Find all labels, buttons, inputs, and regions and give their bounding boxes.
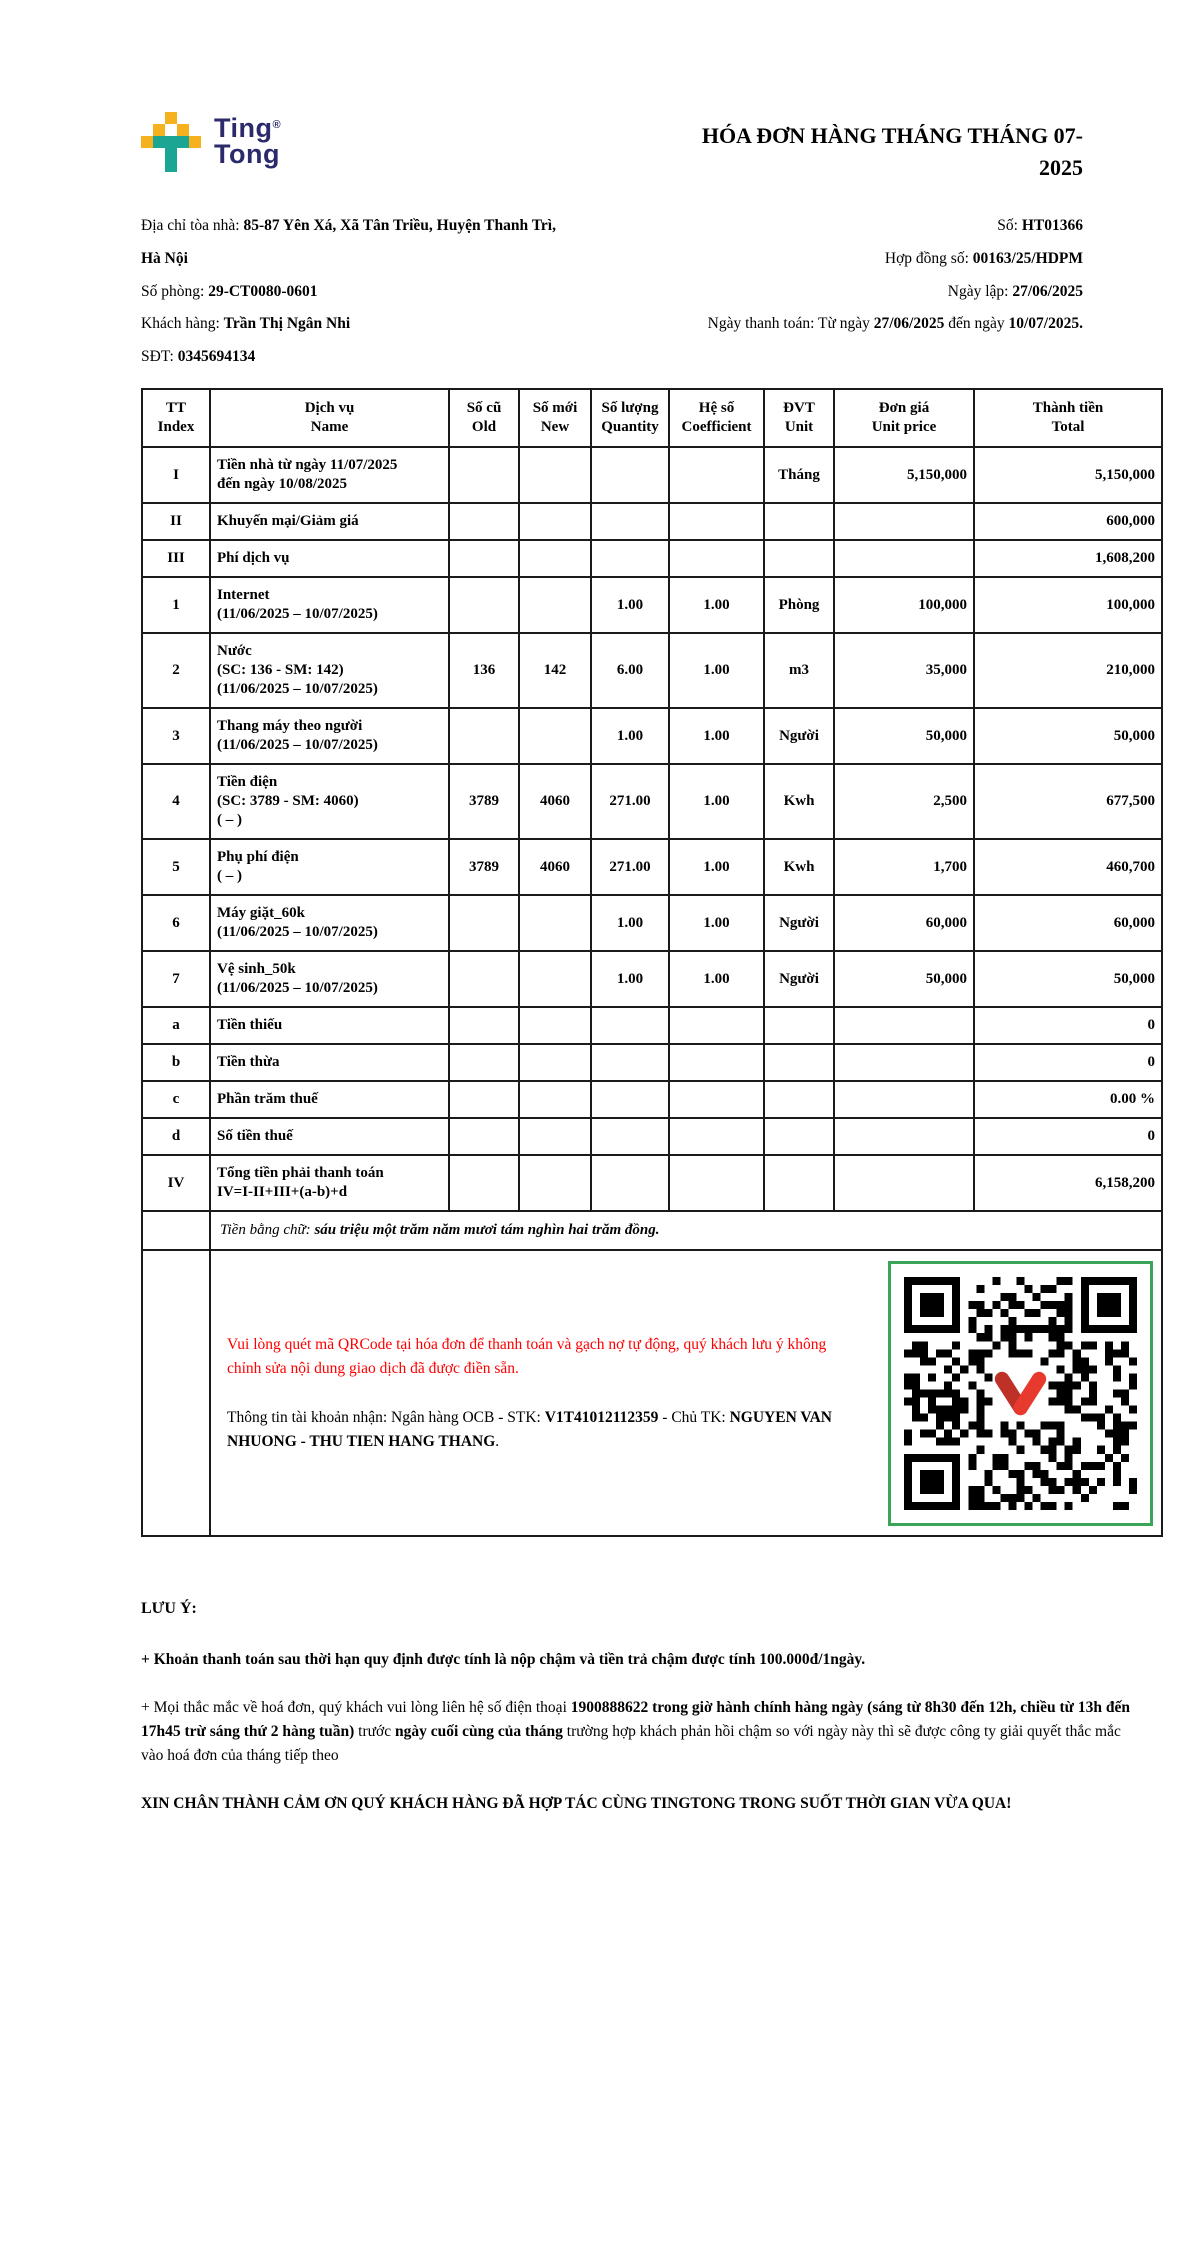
cell-new	[519, 951, 591, 1007]
company-logo-text	[214, 113, 282, 169]
cell-price: 50,000	[834, 708, 974, 764]
cell-price	[834, 1081, 974, 1118]
cell-price: 1,700	[834, 839, 974, 895]
cell-price: 5,150,000	[834, 447, 974, 503]
cell-index: 2	[142, 633, 210, 708]
cell-index: 6	[142, 895, 210, 951]
table-row	[142, 577, 1162, 633]
cell-new: 142	[519, 633, 591, 708]
cell-old	[449, 895, 519, 951]
table-row	[142, 1007, 1162, 1044]
cell-old: 136	[449, 633, 519, 708]
cell-price	[834, 503, 974, 540]
table-extra	[142, 1211, 1162, 1536]
cell-total: 0.00 %	[974, 1081, 1162, 1118]
cell-new	[519, 1118, 591, 1155]
cell-price: 60,000	[834, 895, 974, 951]
cell-old	[449, 540, 519, 577]
cell-unit: Người	[764, 895, 834, 951]
cell-qty	[591, 1007, 669, 1044]
company-logo	[141, 112, 281, 172]
column-header: Thành tiền Total	[974, 389, 1162, 447]
cell-new: 4060	[519, 839, 591, 895]
contract-number: Hợp đồng số: 00163/25/HDPM	[884, 249, 1083, 267]
cell-old	[449, 708, 519, 764]
cell-name: Phần trăm thuế	[210, 1081, 449, 1118]
cell-coef	[669, 1118, 764, 1155]
cell-index: IV	[142, 1155, 210, 1211]
cell-old	[449, 1155, 519, 1211]
cell-price	[834, 1118, 974, 1155]
cell-qty: 1.00	[591, 577, 669, 633]
table-row	[142, 1044, 1162, 1081]
cell-qty	[591, 1155, 669, 1211]
column-header: Dịch vụ Name	[210, 389, 449, 447]
cell-unit: Tháng	[764, 447, 834, 503]
cell-qty	[591, 540, 669, 577]
table-row	[142, 1118, 1162, 1155]
cell-unit: Người	[764, 951, 834, 1007]
cell-unit	[764, 1044, 834, 1081]
cell-unit	[764, 503, 834, 540]
cell-name: Thang máy theo người (11/06/2025 – 10/07/2025)	[210, 708, 449, 764]
cell-price: 2,500	[834, 764, 974, 839]
cell-qty: 1.00	[591, 708, 669, 764]
cell-index: I	[142, 447, 210, 503]
cell-new	[519, 540, 591, 577]
cell-total: 460,700	[974, 839, 1162, 895]
cell-old	[449, 503, 519, 540]
cell-old: 3789	[449, 839, 519, 895]
cell-index: II	[142, 503, 210, 540]
cell-old	[449, 1118, 519, 1155]
invoice-number: Số: HT01366	[997, 216, 1083, 234]
cell-index: 5	[142, 839, 210, 895]
cell-name: Khuyến mại/Giảm giá	[210, 503, 449, 540]
cell-unit: Kwh	[764, 764, 834, 839]
cell-unit	[764, 540, 834, 577]
cell-coef: 1.00	[669, 895, 764, 951]
customer-phone: SĐT: 0345694134	[141, 348, 256, 366]
cell-name: Internet (11/06/2025 – 10/07/2025)	[210, 577, 449, 633]
cell-unit: Kwh	[764, 839, 834, 895]
cell-name: Vệ sinh_50k (11/06/2025 – 10/07/2025)	[210, 951, 449, 1007]
cell-index	[142, 1250, 210, 1536]
table-row	[142, 895, 1162, 951]
cell-total: 600,000	[974, 503, 1162, 540]
cell-total: 50,000	[974, 708, 1162, 764]
cell-coef	[669, 1044, 764, 1081]
invoice-info	[141, 210, 1161, 374]
invoice-title-line2: 2025	[1039, 154, 1083, 180]
cell-qty: 271.00	[591, 764, 669, 839]
cell-coef: 1.00	[669, 951, 764, 1007]
cell-coef: 1.00	[669, 764, 764, 839]
column-header: Số lượng Quantity	[591, 389, 669, 447]
cell-old	[449, 1081, 519, 1118]
payment-period: Ngày thanh toán: Từ ngày 27/06/2025 đến ngày 10/07/2025.	[707, 315, 1083, 333]
cell-total: 50,000	[974, 951, 1162, 1007]
cell-new	[519, 1044, 591, 1081]
cell-name: Số tiền thuế	[210, 1118, 449, 1155]
cell-index: b	[142, 1044, 210, 1081]
invoice-table	[141, 388, 1163, 1537]
cell-total: 5,150,000	[974, 447, 1162, 503]
cell-qty	[591, 447, 669, 503]
cell-qty: 271.00	[591, 839, 669, 895]
cell-price: 35,000	[834, 633, 974, 708]
cell-coef	[669, 503, 764, 540]
building-address-city: Hà Nội	[141, 249, 188, 267]
column-header: Số mới New	[519, 389, 591, 447]
cell-qty	[591, 1081, 669, 1118]
cell-unit	[764, 1118, 834, 1155]
cell-new	[519, 1155, 591, 1211]
column-header: TT Index	[142, 389, 210, 447]
thank-you-message: XIN CHÂN THÀNH CẢM ƠN QUÝ KHÁCH HÀNG ĐÃ HỢP TÁC CÙNG TINGTONG TRONG SUỐT THỜI GIAN VỪA QUA!	[141, 1794, 1012, 1812]
cell-coef	[669, 1081, 764, 1118]
bank-account-info: Thông tin tài khoản nhận: Ngân hàng OCB - STK: V1T41012112359 - Chủ TK: NGUYEN VAN NHUONG - THU TIEN HANG THANG.	[227, 1409, 832, 1450]
room-number: Số phòng: 29-CT0080-0601	[141, 282, 318, 300]
cell-unit: Phòng	[764, 577, 834, 633]
cell-price	[834, 1044, 974, 1081]
cell-name: Tiền nhà từ ngày 11/07/2025 đến ngày 10/08/2025	[210, 447, 449, 503]
cell-total: 210,000	[974, 633, 1162, 708]
table-body	[142, 447, 1162, 1211]
cell-price	[834, 1007, 974, 1044]
logo-line2: Tong	[214, 139, 280, 169]
cell-old	[449, 577, 519, 633]
qr-row	[142, 1250, 1162, 1536]
cell-coef	[669, 540, 764, 577]
cell-coef: 1.00	[669, 708, 764, 764]
cell-total: 6,158,200	[974, 1155, 1162, 1211]
cell-index: d	[142, 1118, 210, 1155]
cell-new	[519, 447, 591, 503]
notes-title: LƯU Ý:	[141, 1600, 197, 1618]
cell-new	[519, 1081, 591, 1118]
cell-price	[834, 1155, 974, 1211]
cell-unit	[764, 1081, 834, 1118]
cell-new	[519, 895, 591, 951]
cell-qty	[591, 1118, 669, 1155]
cell-coef: 1.00	[669, 839, 764, 895]
cell-coef: 1.00	[669, 633, 764, 708]
cell-old	[449, 447, 519, 503]
logo-line1: Ting	[214, 113, 273, 144]
qr-warning-text: Vui lòng quét mã QRCode tại hóa đơn để thanh toán và gạch nợ tự động, quý khách lưu ý không chỉnh sửa nội dung giao dịch đã được điền sẵn.	[227, 1335, 827, 1377]
cell-coef	[669, 1007, 764, 1044]
invoice-header	[141, 112, 1161, 184]
cell-coef: 1.00	[669, 577, 764, 633]
table-header-row	[142, 389, 1162, 447]
cell-total: 0	[974, 1007, 1162, 1044]
table-row	[142, 1081, 1162, 1118]
qr-section	[210, 1250, 1162, 1536]
cell-name: Nước (SC: 136 - SM: 142) (11/06/2025 – 10/07/2025)	[210, 633, 449, 708]
cell-old	[449, 1007, 519, 1044]
table-row	[142, 951, 1162, 1007]
cell-qty: 6.00	[591, 633, 669, 708]
column-header: Số cũ Old	[449, 389, 519, 447]
table-row	[142, 708, 1162, 764]
cell-name: Phí dịch vụ	[210, 540, 449, 577]
table-row	[142, 503, 1162, 540]
cell-unit: Người	[764, 708, 834, 764]
table-row	[142, 447, 1162, 503]
cell-name: Máy giặt_60k (11/06/2025 – 10/07/2025)	[210, 895, 449, 951]
column-header: ĐVT Unit	[764, 389, 834, 447]
cell-new	[519, 577, 591, 633]
cell-unit	[764, 1155, 834, 1211]
cell-index: c	[142, 1081, 210, 1118]
tingtong-pixel-icon	[141, 112, 201, 172]
cell-total: 677,500	[974, 764, 1162, 839]
cell-old: 3789	[449, 764, 519, 839]
cell-total: 100,000	[974, 577, 1162, 633]
cell-total: 60,000	[974, 895, 1162, 951]
cell-name: Phụ phí điện ( – )	[210, 839, 449, 895]
cell-new: 4060	[519, 764, 591, 839]
cell-index: III	[142, 540, 210, 577]
cell-name: Tiền điện (SC: 3789 - SM: 4060) ( – )	[210, 764, 449, 839]
invoice-title-line1: HÓA ĐƠN HÀNG THÁNG THÁNG 07-	[701, 123, 1083, 148]
amount-in-words: Tiền bằng chữ: sáu triệu một trăm năm mươi tám nghìn hai trăm đồng.	[210, 1211, 1162, 1250]
customer-name: Khách hàng: Trần Thị Ngân Nhi	[141, 315, 351, 333]
cell-qty	[591, 503, 669, 540]
cell-index: 7	[142, 951, 210, 1007]
cell-new	[519, 503, 591, 540]
cell-total: 0	[974, 1044, 1162, 1081]
cell-index: 4	[142, 764, 210, 839]
cell-total: 0	[974, 1118, 1162, 1155]
cell-unit	[764, 1007, 834, 1044]
table-row	[142, 839, 1162, 895]
hotline-note: + Mọi thắc mắc về hoá đơn, quý khách vui lòng liên hệ số điện thoại 1900888622 trong giờ hành chính hàng ngày (sáng từ 8h30 đến 12h, chiều từ 13h đến 17h45 trừ sáng thứ 2 hàng tuần) trước ngày cuối cùng của tháng trường hợp khách phản hồi chậm so với ngày này thì sẽ được công ty giải quyết thắc mắc vào hoá đơn của tháng tiếp theo	[141, 1698, 1130, 1764]
cell-index: 3	[142, 708, 210, 764]
table-row	[142, 540, 1162, 577]
cell-total: 1,608,200	[974, 540, 1162, 577]
cell-qty: 1.00	[591, 895, 669, 951]
column-header: Đơn giá Unit price	[834, 389, 974, 447]
cell-new	[519, 708, 591, 764]
qr-instructions	[217, 1333, 857, 1453]
cell-index: a	[142, 1007, 210, 1044]
cell-price: 100,000	[834, 577, 974, 633]
cell-old	[449, 951, 519, 1007]
cell-index: 1	[142, 577, 210, 633]
cell-name: Tổng tiền phải thanh toán IV=I-II+III+(a-b)+d	[210, 1155, 449, 1211]
info-left-column	[141, 210, 661, 374]
cell-index	[142, 1211, 210, 1250]
issue-date: Ngày lập: 27/06/2025	[947, 282, 1083, 300]
cell-new	[519, 1007, 591, 1044]
payment-qr-code	[888, 1261, 1153, 1526]
cell-old	[449, 1044, 519, 1081]
footer-notes	[141, 1597, 1131, 1816]
late-payment-note: + Khoản thanh toán sau thời hạn quy định được tính là nộp chậm và tiền trả chậm được tính 100.000đ/1ngày.	[141, 1650, 866, 1668]
cell-qty	[591, 1044, 669, 1081]
cell-coef	[669, 1155, 764, 1211]
cell-unit: m3	[764, 633, 834, 708]
table-row	[142, 1155, 1162, 1211]
column-header: Hệ số Coefficient	[669, 389, 764, 447]
cell-name: Tiền thừa	[210, 1044, 449, 1081]
table-row	[142, 633, 1162, 708]
cell-coef	[669, 447, 764, 503]
registered-mark: ®	[272, 119, 282, 132]
cell-price	[834, 540, 974, 577]
cell-qty: 1.00	[591, 951, 669, 1007]
amount-words-row	[142, 1211, 1162, 1250]
building-address: Địa chỉ tòa nhà: 85-87 Yên Xá, Xã Tân Triều, Huyện Thanh Trì,	[141, 216, 556, 234]
invoice-title	[702, 112, 1083, 184]
cell-price: 50,000	[834, 951, 974, 1007]
table-row	[142, 764, 1162, 839]
cell-name: Tiền thiếu	[210, 1007, 449, 1044]
info-right-column	[661, 210, 1161, 374]
